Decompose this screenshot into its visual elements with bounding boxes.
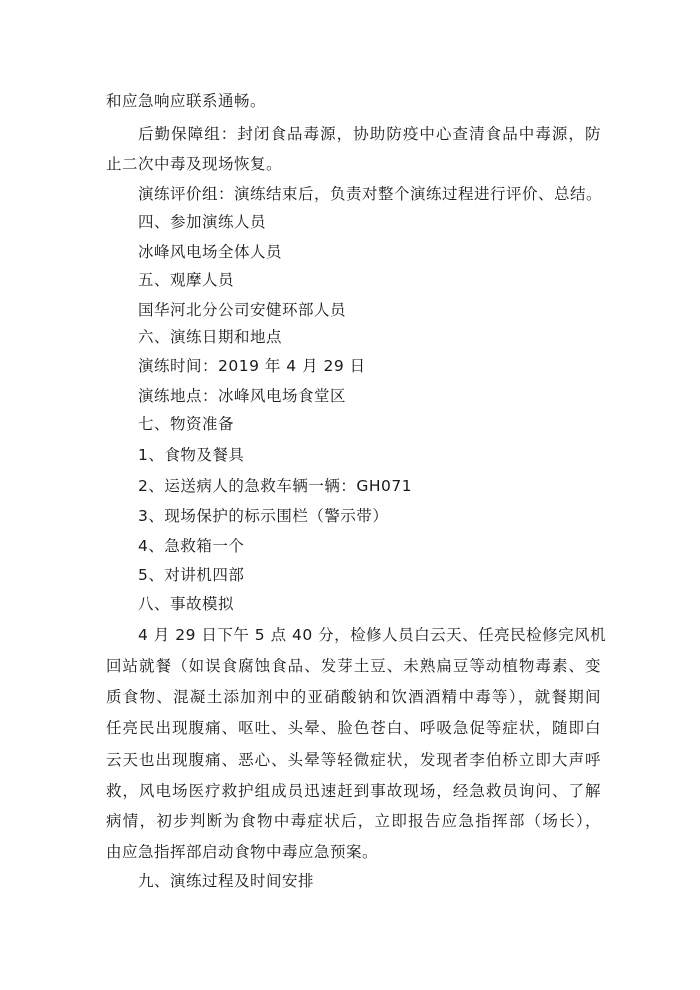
list-item: 2、运送病人的急救车辆一辆：GH071 (138, 477, 413, 495)
section-heading: 六、演练日期和地点 (138, 328, 283, 346)
section-heading: 四、参加演练人员 (138, 213, 267, 231)
text-line: 回站就餐（如误食腐蚀食品、发芽土豆、未熟扁豆等动植物毒素、变 (106, 657, 601, 675)
text-line: 质食物、混凝土添加剂中的亚硝酸钠和饮酒酒精中毒等），就餐期间 (106, 688, 601, 706)
section-heading: 五、观摩人员 (138, 271, 235, 289)
text-line: 演练时间：2019 年 4 月 29 日 (138, 357, 366, 375)
list-item: 4、急救箱一个 (138, 537, 245, 555)
text-line: 演练地点：冰峰风电场食堂区 (138, 387, 347, 405)
text-line: 后勤保障组：封闭食品毒源，协助防疫中心查清食品中毒源，防 (138, 125, 601, 143)
text-line: 病情，初步判断为食物中毒症状后，立即报告应急指挥部（场长）， (106, 812, 601, 830)
section-heading: 八、事故模拟 (138, 595, 235, 613)
text-line: 救，风电场医疗救护组成员迅速赶到事故现场，经急救员询问、了解 (106, 782, 601, 800)
text-line: 任亮民出现腹痛、呕吐、头晕、脸色苍白、呼吸急促等症状，随即白 (106, 719, 601, 737)
list-item: 5、对讲机四部 (138, 566, 245, 584)
text-line: 由应急指挥部启动食物中毒应急预案。 (106, 843, 379, 861)
text-line: 演练评价组：演练结束后，负责对整个演练过程进行评价、总结。 (138, 185, 603, 203)
list-item: 1、食物及餐具 (138, 446, 245, 464)
text-line: 国华河北分公司安健环部人员 (138, 301, 347, 319)
text-line: 4 月 29 日下午 5 点 40 分，检修人员白云天、任亮民检修完风机 (138, 626, 607, 644)
text-line: 止二次中毒及现场恢复。 (106, 155, 283, 173)
text-line: 和应急响应联系通畅。 (106, 92, 267, 110)
section-heading: 九、演练过程及时间安排 (138, 872, 315, 890)
text-line: 冰峰风电场全体人员 (138, 243, 283, 261)
text-line: 云天也出现腹痛、恶心、头晕等轻微症状，发现者李伯桥立即大声呼 (106, 751, 601, 769)
section-heading: 七、物资准备 (138, 415, 235, 433)
list-item: 3、现场保护的标示围栏（警示带） (138, 507, 389, 525)
